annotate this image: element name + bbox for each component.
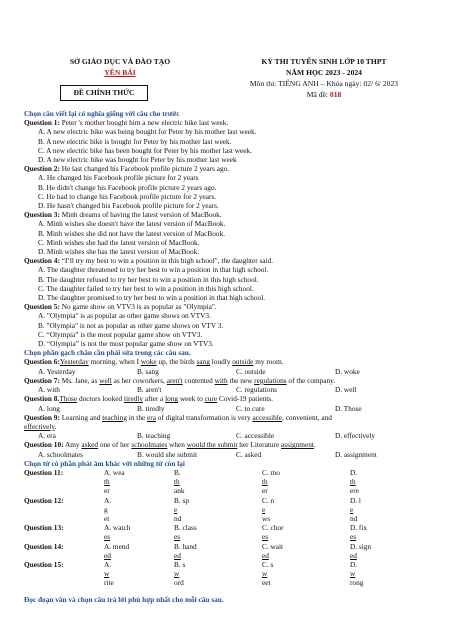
underlined-part: era: [147, 412, 156, 422]
option: D. A new electric bike was bought for Peter by his mother last week: [38, 155, 237, 165]
option: [104, 496, 174, 524]
option-text: D. fix: [350, 523, 368, 533]
underlined-part: ed: [262, 550, 269, 560]
header-right: [218, 56, 430, 100]
option: [262, 542, 350, 560]
option-text: ord: [174, 578, 184, 588]
option-text: A. wea: [104, 467, 125, 477]
option: A. "Olympia" is as popular as other game shows on VTV3.: [38, 311, 211, 321]
option: [350, 560, 430, 588]
option-text: D. l: [350, 495, 361, 505]
underlined-part: es: [350, 532, 357, 542]
province-name: YÊN BÁI: [104, 68, 136, 77]
option-text: C. n: [262, 495, 275, 505]
option: B. sang: [137, 366, 159, 376]
question-text: morning, when I: [88, 357, 141, 367]
option-text: B. class: [174, 523, 197, 533]
question-1: [24, 118, 434, 127]
question-text: as her coworkers,: [111, 375, 167, 385]
underlined-part: woke: [140, 357, 157, 367]
option-text: C. chor: [262, 523, 284, 533]
underlined-part: accessible: [252, 412, 283, 422]
underlined-part: th: [104, 477, 110, 487]
question-text: of digital transformation is very: [155, 412, 253, 422]
question-text: the new: [227, 375, 255, 385]
option-text: A. watch: [104, 523, 131, 533]
option-text: D. sign: [350, 541, 372, 551]
option: A. long: [38, 403, 60, 413]
pronunciation-row: [24, 560, 434, 588]
option-text: ank: [174, 486, 185, 496]
option-text: et: [104, 513, 110, 523]
option: [174, 542, 262, 560]
option: B. The daughter refused to try her best to win a position in this high school.: [38, 274, 259, 284]
option: A. The daughter threatened to try her best to win a position in that high school.: [38, 265, 269, 275]
option-text: A.: [104, 495, 112, 505]
option-text: B.: [174, 467, 181, 477]
option: C. asked: [236, 449, 262, 459]
option: [262, 496, 350, 524]
question-text: in the: [126, 412, 148, 422]
question-text: Ms. Jane, as: [59, 375, 100, 385]
underlined-part: asked: [81, 440, 98, 450]
option: [262, 468, 350, 496]
option: C. outside: [236, 366, 266, 376]
exam-title: KỲ THI TUYỂN SINH LỚP 10 THPT: [261, 57, 387, 66]
option-text: B. s: [174, 559, 186, 569]
option-text: B. sp: [174, 495, 190, 505]
underlined-part: w: [350, 569, 356, 579]
question-text: , convenient, and: [282, 412, 332, 422]
option: A. with: [38, 385, 60, 395]
options-row: [24, 367, 434, 376]
option: [104, 542, 174, 560]
option-text: rong: [350, 578, 364, 588]
underlined-part: outside: [232, 357, 254, 367]
option: C. He had to change his Facebook profile picture for 2 years.: [38, 191, 217, 201]
exam-body: [24, 109, 434, 604]
question-7: [24, 376, 434, 385]
option: B. A new electric bike is bought for Peter by his mother last week.: [38, 136, 232, 146]
question-label: Question 2:: [24, 164, 60, 174]
option: D. well: [335, 385, 357, 395]
question-text: Learning and: [59, 412, 103, 422]
options-row: [24, 450, 434, 459]
question-10: [24, 440, 434, 449]
option: B. tiredly: [137, 403, 165, 413]
exam-code-label: Mã đề:: [306, 90, 330, 99]
question-label: Question 8.: [24, 394, 60, 404]
option-text: nd: [350, 513, 358, 523]
question-label: Question 4:: [24, 256, 60, 266]
question-text: Covid-19 patients.: [217, 394, 273, 404]
option: D. Those: [335, 403, 362, 413]
option: B. Minh wishes she did not have the latest version of MacBook.: [38, 228, 226, 238]
question-6: [24, 357, 434, 366]
underlined-part: would the submit: [186, 440, 238, 450]
option: D. He hasn't changed his Facebook profile picture for 2 years.: [38, 201, 219, 211]
underlined-part: regulations: [254, 375, 287, 385]
question-3: [24, 210, 434, 219]
option: C. “Olympia” is the most popular game show on VTV3.: [38, 329, 203, 339]
question-text: one of her: [98, 440, 132, 450]
underlined-part: assignment: [281, 440, 314, 450]
option: A. era: [38, 431, 56, 441]
option-text: nd: [174, 513, 182, 523]
question-text: Peter 's mother bought him a new electric bike last week.: [59, 118, 229, 128]
option: A. Yesterday: [38, 366, 76, 376]
underlined-part: e: [174, 504, 178, 514]
underlined-part: w: [104, 569, 110, 579]
option-text: A. mend: [104, 541, 130, 551]
option: A. He changed his Facebook profile picture for 2 years: [38, 173, 199, 183]
underlined-part: es: [104, 532, 111, 542]
options-row: [24, 385, 434, 394]
question-label: Question 15:: [24, 559, 64, 569]
option: D. woke: [335, 366, 360, 376]
option-text: ws: [262, 513, 271, 523]
option: B. He didn't change his Facebook profile picture 2 years ago.: [38, 182, 217, 192]
official-exam-box: ĐỀ CHÍNH THỨC: [60, 85, 148, 101]
question-8: [24, 394, 434, 403]
question-text: when: [167, 440, 187, 450]
option: B. teaching: [137, 431, 171, 441]
underlined-part: sang: [196, 357, 210, 367]
question-label: Question 5:: [24, 302, 60, 312]
section-heading-error: Chọn phần gạch chân cần phải sửa trong các câu sau.: [24, 348, 191, 358]
underlined-part: th: [174, 477, 180, 487]
question-4: [24, 256, 434, 265]
question-text: doctors looked: [77, 394, 124, 404]
section-heading-reading: Đọc đoạn văn và chọn câu trả lời phù hợp nhất cho mỗi câu sau.: [24, 594, 224, 604]
underlined-part: th: [262, 477, 268, 487]
section-heading-rewrite: Chọn câu viết lại có nghĩa giống với câu cho trước: [24, 109, 180, 118]
underlined-part: es: [262, 532, 269, 542]
pronunciation-row: [24, 468, 434, 496]
question-text: of the company.: [286, 375, 336, 385]
question-text: her Literature: [237, 440, 282, 450]
question-text: week to: [178, 394, 205, 404]
spacer: [24, 588, 434, 595]
underlined-part: with: [214, 375, 228, 385]
underlined-part: well: [99, 375, 112, 385]
underlined-part: w: [174, 569, 180, 579]
option-text: er: [262, 486, 268, 496]
question-text: Amy: [63, 440, 82, 450]
option: [350, 468, 430, 496]
option-text: D.: [350, 467, 358, 477]
header-left: [40, 56, 200, 78]
exam-code-value: 018: [329, 90, 342, 99]
option: C. A new electric bike has been bought for Peter by his mother last week.: [38, 145, 252, 155]
underlined-part: tiredly: [123, 394, 144, 404]
underlined-part: e: [350, 504, 354, 514]
option-text: A.: [104, 559, 112, 569]
option: A. A new electric bike was being bought for Peter by his mother last week.: [38, 127, 257, 137]
option: B. would she submit: [137, 449, 197, 459]
option: C. to cure: [236, 403, 265, 413]
option: [174, 468, 262, 496]
option: C. Minh wishes she had the latest version of MacBook.: [38, 237, 200, 247]
option-text: B. hand: [174, 541, 197, 551]
option: B. "Olympia" is not as popular as other game shows on VTV 3.: [38, 320, 224, 330]
option: D. assignment: [335, 449, 377, 459]
option: [104, 468, 174, 496]
underlined-part: g: [104, 504, 108, 514]
underlined-part: long: [165, 394, 179, 404]
question-label: Question 1:: [24, 118, 60, 128]
option: [350, 523, 430, 541]
question-text: He last changed his Facebook profile picture 2 years ago.: [59, 164, 230, 174]
underlined-part: cure: [204, 394, 218, 404]
pronunciation-row: [24, 542, 434, 560]
underlined-part: Yesterday: [59, 357, 89, 367]
option: D. The daughter promised to try her best to win a position in that high school.: [38, 293, 266, 303]
underlined-part: aren't: [166, 375, 183, 385]
exam-code: [218, 89, 430, 100]
question-text: contented: [182, 375, 215, 385]
option: B. aren't: [137, 385, 162, 395]
question-label: Question 12:: [24, 495, 64, 505]
option: [174, 496, 262, 524]
department-name: SỞ GIÁO DỤC VÀ ĐÀO TẠO: [69, 57, 171, 66]
question-label: Question 3:: [24, 210, 60, 220]
underlined-part: th: [350, 477, 356, 487]
underlined-part: w: [262, 569, 268, 579]
question-text: “I’ll try my best to win a position in this high school", the daughter said.: [59, 256, 274, 266]
question-text: No game show on VTV3 is as popular as "Olympia".: [59, 302, 217, 312]
underlined-part: ed: [174, 550, 181, 560]
option: D. effectively: [335, 431, 375, 441]
subject-date: Môn thi: TIẾNG ANH – Khóa ngày: 02/ 6/ 2023: [249, 79, 399, 88]
section-heading-pronunciation: Chọn từ có phần phát âm khác với những từ còn lại: [24, 458, 185, 468]
school-year: NĂM HỌC 2023 - 2024: [286, 68, 362, 77]
underlined-part: e: [262, 504, 266, 514]
question-label: Question 10:: [24, 440, 64, 450]
question-label: Question 9:: [24, 412, 60, 422]
underlined-part: es: [174, 532, 181, 542]
option: [174, 523, 262, 541]
underlined-part: schoolmates: [131, 440, 168, 450]
question-label: Question 11:: [24, 467, 64, 477]
underlined-part: teaching: [102, 412, 127, 422]
question-text: up, the birds: [156, 357, 197, 367]
option-text: D.: [350, 559, 358, 569]
question-5: [24, 302, 434, 311]
option-text: C. mo: [262, 467, 280, 477]
option: C. The daughter failed to try her best to win a position in this high school.: [38, 283, 254, 293]
question-9: [24, 413, 434, 431]
option-text: C. wait: [262, 541, 284, 551]
option: [104, 523, 174, 541]
question-text: .: [313, 440, 316, 450]
option: [350, 496, 430, 524]
question-label: Question 6:: [24, 357, 60, 367]
option: [262, 523, 350, 541]
underlined-part: ed: [104, 550, 111, 560]
option: [174, 560, 262, 588]
question-text: loudly: [209, 357, 233, 367]
option: C. regulations: [236, 385, 277, 395]
options-row: [24, 404, 434, 413]
pronunciation-row: [24, 496, 434, 524]
underlined-part: ed: [350, 550, 357, 560]
option: C. accessible: [236, 431, 275, 441]
question-text: my room.: [253, 357, 284, 367]
question-label: Question 7:: [24, 375, 60, 385]
options-row: [24, 431, 434, 440]
option-text: ere: [350, 486, 359, 496]
option: [350, 542, 430, 560]
option: A. Minh wishes she doesn't have the latest version of MacBook.: [38, 219, 226, 229]
option: A. schoolmates: [38, 449, 83, 459]
option-text: C. s: [262, 559, 274, 569]
question-2: [24, 164, 434, 173]
question-text: after a: [143, 394, 166, 404]
option-text: er: [104, 486, 110, 496]
underlined-part: effectively: [24, 421, 55, 431]
question-label: Question 14:: [24, 541, 64, 551]
option: D. Minh wishes she has the latest version of MacBook.: [38, 247, 200, 257]
question-label: Question 13:: [24, 523, 64, 533]
option: [104, 560, 174, 588]
question-text: Minh dreams of having the latest version of MacBook.: [59, 210, 222, 220]
pronunciation-row: [24, 523, 434, 541]
option: D. “Olympia” is not the most popular game show on VTV3.: [38, 339, 214, 349]
underlined-part: Those: [59, 394, 78, 404]
question-text: .: [54, 421, 57, 431]
option-text: rite: [104, 578, 114, 588]
option-text: eet: [262, 578, 271, 588]
option: [262, 560, 350, 588]
